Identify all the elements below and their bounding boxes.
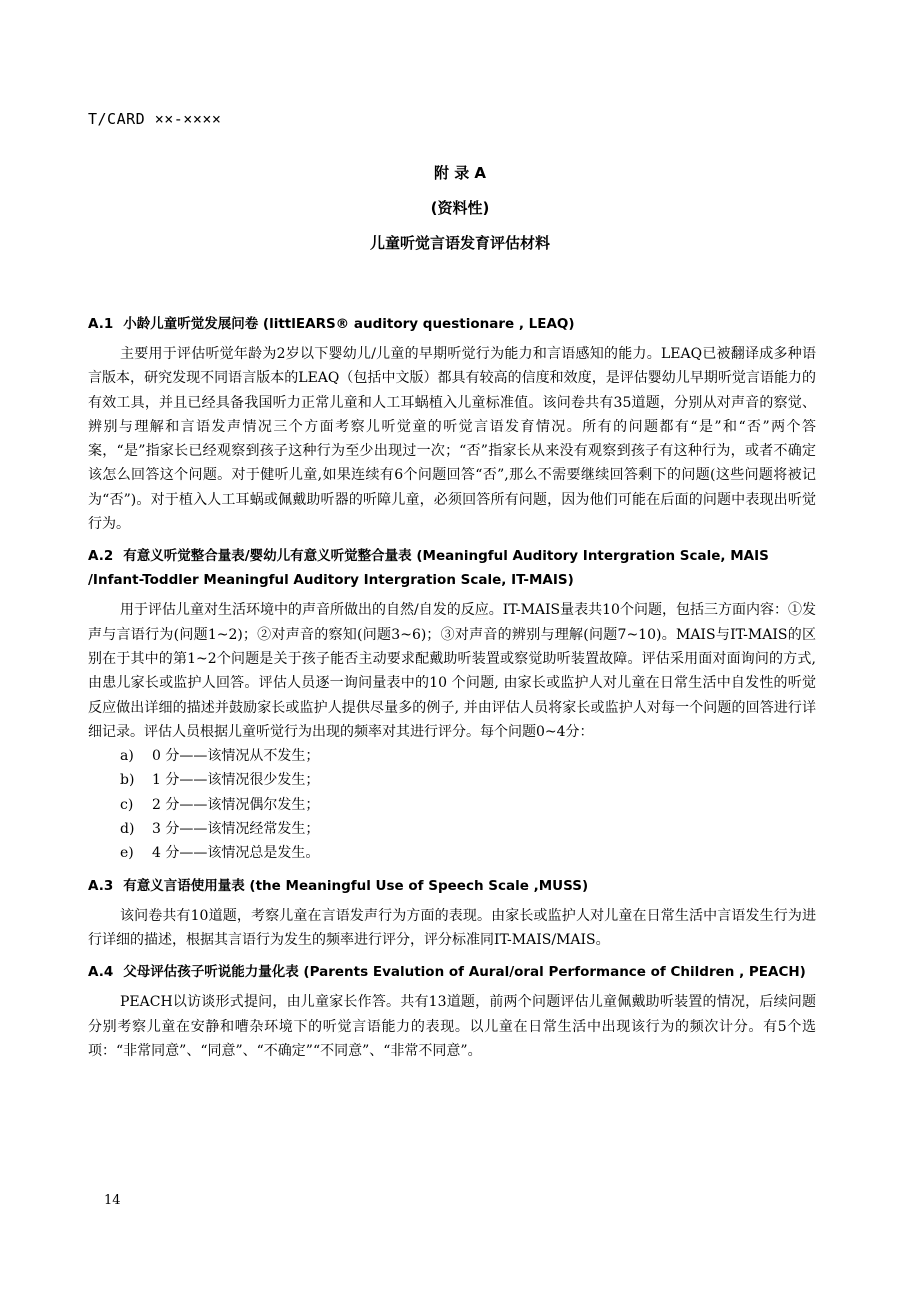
document-body — [88, 312, 816, 1071]
list-item — [88, 793, 816, 817]
list-marker: b) — [120, 772, 135, 789]
list-item — [88, 817, 816, 841]
appendix-nature: (资料性) — [430, 199, 490, 217]
paragraph: 该问卷共有10道题，考察儿童在言语发声行为方面的表现。由家长或监护人对儿童在日常生活中言语发生行为进行详细的描述，根据其言语行为发生的频率进行评分，评分标准同IT-MAIS/MAIS。 — [88, 907, 816, 948]
list-item — [88, 768, 816, 792]
section-number: A.2 — [88, 548, 114, 565]
list-item — [88, 744, 816, 768]
section-heading — [88, 960, 816, 984]
section-number: A.4 — [88, 964, 114, 981]
page-number: 14 — [104, 1193, 121, 1208]
list-marker: d) — [120, 821, 135, 838]
paragraph: PEACH以访谈形式提问，由儿童家长作答。共有13道题，前两个问题评估儿童佩戴助听装置的情况，后续问题分别考察儿童在安静和嘈杂环境下的听觉言语能力的表现。以儿童在日常生活中出现该行为的频次计分。有5个选项：“非常同意”、“同意”、“不确定”“不同意”、“非常不同意”。 — [88, 994, 816, 1059]
section-heading — [88, 312, 816, 336]
section-a4 — [88, 960, 816, 1063]
list-text: 1 分——该情况很少发生； — [152, 772, 320, 789]
score-list — [88, 744, 816, 865]
section-title: 父母评估孩子听说能力量化表 (Parents Evalution of Aural/oral Performance of Children , PEACH) — [123, 964, 806, 981]
standard-code: T/CARD ××-×××× — [88, 110, 222, 128]
section-title: 小龄儿童听觉发展问卷 (littlEARS® auditory questionare , LEAQ) — [123, 316, 575, 332]
section-title: 有意义言语使用量表 (the Meaningful Use of Speech Scale ,MUSS) — [123, 877, 589, 894]
list-text: 4 分——该情况总是发生。 — [152, 845, 320, 862]
section-heading — [88, 544, 816, 592]
section-number: A.3 — [88, 877, 114, 894]
appendix-title: 附 录 A — [433, 164, 487, 182]
section-number: A.1 — [88, 316, 114, 332]
list-text: 2 分——该情况偶尔发生； — [152, 796, 320, 813]
list-marker: e) — [120, 845, 134, 862]
list-text: 3 分——该情况经常发生； — [152, 821, 320, 838]
list-marker: a) — [120, 748, 134, 765]
list-marker: c) — [120, 796, 134, 813]
section-a3 — [88, 874, 816, 953]
section-heading — [88, 874, 816, 898]
list-item — [88, 841, 816, 865]
paragraph: 主要用于评估听觉年龄为2岁以下婴幼儿/儿童的早期听觉行为能力和言语感知的能力。LEAQ已被翻译成多种语言版本，研究发现不同语言版本的LEAQ（包括中文版）都具有较高的信度和效度，是评估婴幼儿早期听觉言语能力的有效工具，并且已经具备我国听力正常儿童和人工耳蜗植入儿童标准值。该问卷共有35道题，分别从对声音的察觉、辨别与理解和言语发声情况三个方面考察儿听觉童的听觉言语发育情况。所有的问题都有“是”和“否”两个答案，“是”指家长已经观察到孩子这种行为至少出现过一次；“否”指家长从来没有观察到孩子有这种行为，或者不确定该怎么回答这个问题。对于健听儿童,如果连续有6个问题回答“否”,那么不需要继续回答剩下的问题(这些问题将被记为“否”)。对于植入人工耳蜗或佩戴助听器的听障儿童，必须回答所有问题，因为他们可能在后面的问题中表现出听觉行为。 — [88, 346, 816, 533]
list-text: 0 分——该情况从不发生； — [152, 748, 320, 765]
section-a1 — [88, 312, 816, 536]
section-a2 — [88, 544, 816, 865]
appendix-subtitle: 儿童听觉言语发育评估材料 — [369, 234, 550, 252]
section-title: 有意义听觉整合量表/婴幼儿有意义听觉整合量表 (Meaningful Auditory Intergration Scale, MAIS /Infant-Toddler Meaningful Auditory Intergration Scale, IT-MAIS) — [88, 548, 769, 589]
paragraph: 用于评估儿童对生活环境中的声音所做出的自然/自发的反应。IT-MAIS量表共10个问题，包括三方面内容：①发声与言语行为(问题1~2)；②对声音的察知(问题3~6)；③对声音的辨别与理解(问题7~10)。MAIS与IT-MAIS的区别在于其中的第1~2个问题是关于孩子能否主动要求配戴助听装置或察觉助听装置故障。评估采用面对面询问的方式, 由患儿家长或监护人回答。评估人员逐一询问量表中的10 个问题, 由家长或监护人对儿童在日常生活中自发性的听觉反应做出详细的描述并鼓励家长或监护人提供尽量多的例子, 并由评估人员将家长或监护人对每一个问题的回答进行详细记录。评估人员根据儿童听觉行为出现的频率对其进行评分。每个问题0~4分： — [88, 602, 816, 740]
